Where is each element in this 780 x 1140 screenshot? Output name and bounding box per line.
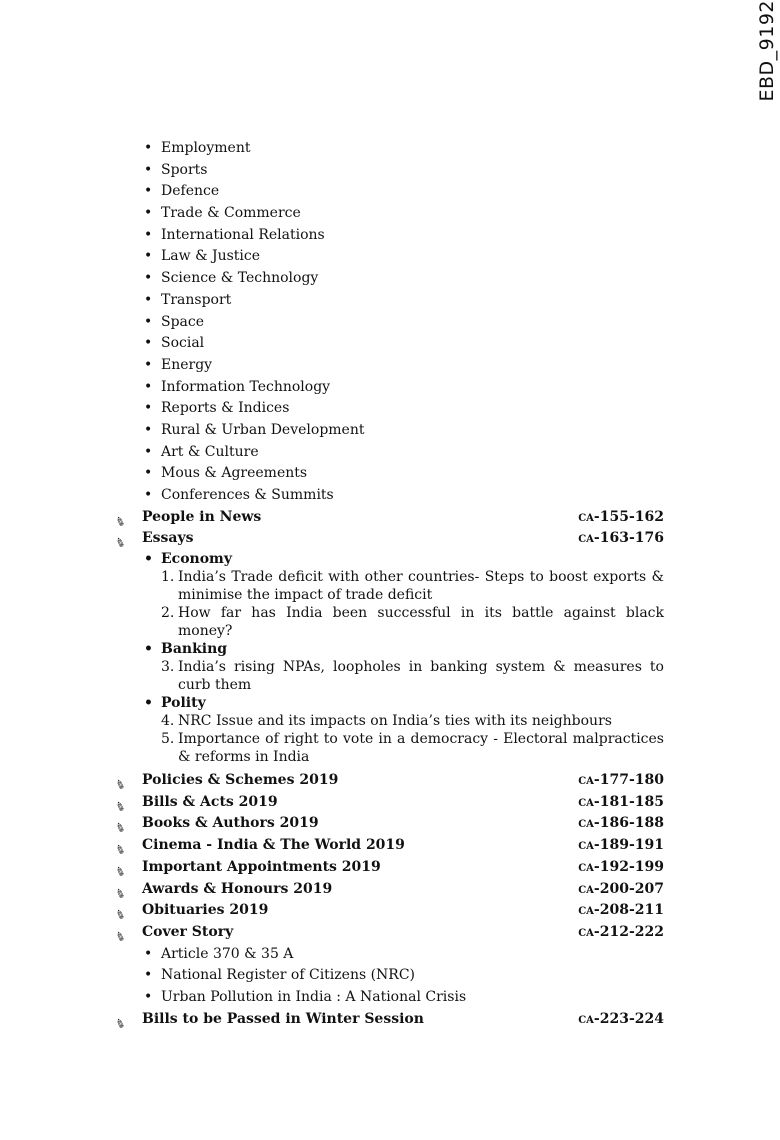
entry-pages: CA-186-188 [578, 815, 664, 832]
document-code: EBD_9192 [756, 0, 778, 102]
toc-entry-awards[interactable] [114, 879, 664, 901]
essay-item: 1. India’s Trade deficit with other countries- Steps to boost exports & minimise the impact of trade deficit [161, 569, 664, 604]
entry-title: Policies & Schemes 2019 [142, 772, 339, 789]
entry-title: Awards & Honours 2019 [142, 880, 333, 897]
toc-entry-bills-acts[interactable] [114, 792, 664, 814]
list-item: • Transport [114, 290, 664, 312]
list-item: • Information Technology [114, 377, 664, 399]
pen-nib-icon: ✎ [113, 775, 128, 793]
list-item: • Trade & Commerce [114, 203, 664, 225]
entry-title: People in News [142, 508, 262, 525]
list-item: • Law & Justice [114, 246, 664, 268]
toc-entry-cover-story[interactable] [114, 922, 664, 944]
entry-title: Bills & Acts 2019 [142, 793, 278, 810]
essay-item: 2. How far has India been successful in its battle against black money? [161, 605, 664, 640]
list-item: • Mous & Agreements [114, 463, 664, 485]
list-item: • Rural & Urban Development [114, 420, 664, 442]
cover-story-list [114, 944, 664, 1009]
entry-title: Cinema - India & The World 2019 [142, 837, 405, 854]
list-item: • Reports & Indices [114, 398, 664, 420]
pen-nib-icon: ✎ [113, 883, 128, 901]
toc-entry-policies[interactable] [114, 770, 664, 792]
list-item: • Energy [114, 355, 664, 377]
entry-title: Obituaries 2019 [142, 902, 269, 919]
list-item: • National Register of Citizens (NRC) [114, 965, 664, 987]
pen-nib-icon: ✎ [113, 797, 128, 814]
list-item: • Science & Technology [114, 268, 664, 290]
list-item: • Article 370 & 35 A [114, 944, 664, 966]
pen-nib-icon: ✎ [113, 927, 128, 944]
contents-page [114, 138, 664, 1030]
essay-item: 5. Importance of right to vote in a democracy - Electoral malpractices & reforms in India [161, 731, 664, 766]
entry-title: Essays [142, 530, 194, 547]
topic-list [114, 138, 664, 507]
pen-nib-icon: ✎ [113, 840, 128, 858]
entry-pages: CA-177-180 [578, 772, 664, 789]
entry-title: Books & Authors 2019 [142, 815, 319, 832]
list-item: • Space [114, 312, 664, 334]
list-item: • Sports [114, 160, 664, 182]
essay-item: 3. India’s rising NPAs, loopholes in banking system & measures to curb them [161, 659, 664, 694]
list-item: • Defence [114, 181, 664, 203]
toc-entry-books[interactable] [114, 813, 664, 835]
entry-title: Cover Story [142, 923, 234, 940]
entry-pages: CA-212-222 [578, 923, 664, 940]
toc-entry-essays[interactable] [114, 528, 664, 550]
essay-section-banking: • Banking [114, 640, 664, 658]
list-item: • Employment [114, 138, 664, 160]
toc-entry-appointments[interactable] [114, 857, 664, 879]
list-item: • Social [114, 333, 664, 355]
essay-list [114, 550, 664, 766]
pen-nib-icon: ✎ [113, 1014, 128, 1031]
entry-pages: CA-155-162 [578, 508, 664, 525]
list-item: • Conferences & Summits [114, 485, 664, 507]
entry-pages: CA-163-176 [578, 530, 664, 547]
essay-section-polity: • Polity [114, 694, 664, 712]
entry-title: Bills to be Passed in Winter Session [142, 1010, 424, 1027]
toc-entry-bills-winter[interactable] [114, 1009, 664, 1031]
list-item: • Art & Culture [114, 442, 664, 464]
toc-entry-cinema[interactable] [114, 835, 664, 857]
list-item: • Urban Pollution in India : A National Crisis [114, 987, 664, 1009]
essay-item: 4. NRC Issue and its impacts on India’s ties with its neighbours [161, 713, 612, 730]
entry-title: Important Appointments 2019 [142, 858, 381, 875]
pen-nib-icon: ✎ [113, 862, 128, 879]
toc-entry-obituaries[interactable] [114, 900, 664, 922]
entry-pages: CA-181-185 [578, 793, 664, 810]
entry-pages: CA-208-211 [578, 902, 664, 919]
pen-nib-icon: ✎ [113, 512, 128, 529]
entry-pages: CA-189-191 [578, 837, 664, 854]
entry-pages: CA-192-199 [578, 858, 664, 875]
pen-nib-icon: ✎ [113, 905, 128, 923]
toc-entry-people-in-news[interactable] [114, 507, 664, 529]
list-item: • International Relations [114, 225, 664, 247]
entry-pages: CA-200-207 [578, 880, 664, 897]
pen-nib-icon: ✎ [113, 818, 128, 836]
pen-nib-icon: ✎ [113, 533, 128, 551]
entry-pages: CA-223-224 [578, 1010, 664, 1027]
essay-section-economy: • Economy [114, 550, 664, 568]
